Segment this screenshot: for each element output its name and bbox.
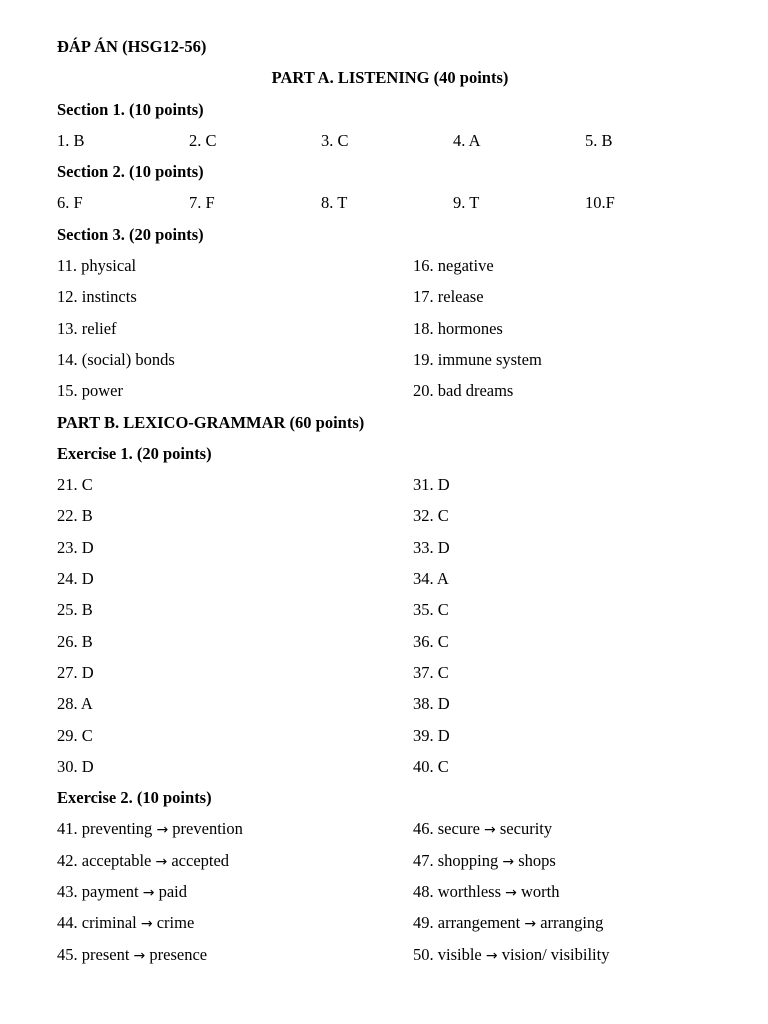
answer-row	[57, 469, 717, 500]
answer-row	[57, 720, 717, 751]
answer-2: 2. C	[189, 130, 217, 150]
answer-7: 7. F	[189, 193, 215, 213]
answer-24: 24. D	[57, 569, 94, 589]
answer-38: 38. D	[413, 694, 450, 714]
answer-17: 17. release	[413, 287, 484, 307]
answer-23: 23. D	[57, 537, 94, 557]
part-b-heading: PART B. LEXICO-GRAMMAR (60 points)	[57, 412, 365, 432]
answer-29: 29. C	[57, 725, 93, 745]
answer-15: 15. power	[57, 381, 123, 401]
answer-key-document	[57, 31, 717, 970]
answer-row	[57, 250, 717, 281]
arrow-right-icon: →	[142, 885, 155, 902]
answer-to: arranging	[540, 913, 604, 933]
answer-44	[57, 907, 413, 938]
exercise-1-answers	[57, 469, 717, 782]
answer-8: 8. T	[321, 193, 348, 213]
answer-to: presence	[149, 944, 208, 964]
arrow-right-icon: →	[156, 822, 169, 839]
answer-to: paid	[158, 882, 187, 902]
answer-31: 31. D	[413, 475, 450, 495]
arrow-right-icon: →	[524, 916, 537, 933]
answer-11: 11. physical	[57, 256, 137, 276]
answer-50	[413, 939, 609, 970]
answer-18: 18. hormones	[413, 318, 503, 338]
answer-number: 42.	[57, 850, 78, 870]
answer-40: 40. C	[413, 756, 449, 776]
answer-from: worthless	[437, 882, 501, 902]
answer-25: 25. B	[57, 600, 93, 620]
answer-39: 39. D	[413, 725, 450, 745]
answer-from: secure	[437, 819, 480, 839]
answer-row	[57, 313, 717, 344]
answer-row	[57, 626, 717, 657]
answer-row	[57, 907, 717, 938]
answer-5: 5. B	[585, 130, 613, 150]
arrow-right-icon: →	[140, 916, 153, 933]
answer-row	[57, 813, 717, 844]
answer-number: 47.	[413, 850, 434, 870]
answer-from: preventing	[81, 819, 153, 839]
answer-to: crime	[156, 913, 195, 933]
answer-row	[57, 375, 717, 406]
answer-number: 41.	[57, 819, 78, 839]
answer-row	[57, 751, 717, 782]
answer-from: visible	[437, 944, 482, 964]
answer-number: 44.	[57, 913, 78, 933]
answer-row	[57, 500, 717, 531]
answer-19: 19. immune system	[413, 349, 542, 369]
answer-47	[413, 845, 556, 876]
answer-from: criminal	[81, 913, 137, 933]
answer-14: 14. (social) bonds	[57, 349, 175, 369]
section-3-heading: Section 3. (20 points)	[57, 224, 204, 244]
arrow-right-icon: →	[485, 947, 498, 964]
answer-number: 45.	[57, 944, 78, 964]
answer-from: shopping	[437, 850, 499, 870]
answer-from: present	[81, 944, 130, 964]
answer-36: 36. C	[413, 631, 449, 651]
answer-row	[57, 688, 717, 719]
answer-42	[57, 845, 413, 876]
answer-row	[57, 594, 717, 625]
answer-45	[57, 939, 413, 970]
exercise-2-heading: Exercise 2. (10 points)	[57, 788, 212, 808]
answer-number: 46.	[413, 819, 434, 839]
answer-row	[57, 344, 717, 375]
answer-20: 20. bad dreams	[413, 381, 514, 401]
answer-37: 37. C	[413, 662, 449, 682]
answer-row	[57, 532, 717, 563]
answer-34: 34. A	[413, 569, 449, 589]
section-2-heading: Section 2. (10 points)	[57, 162, 204, 182]
answer-4: 4. A	[453, 130, 481, 150]
answer-21: 21. C	[57, 475, 93, 495]
answer-from: arrangement	[437, 913, 521, 933]
document-title: ĐÁP ÁN (HSG12-56)	[57, 37, 207, 56]
arrow-right-icon: →	[133, 947, 146, 964]
section-3-answers	[57, 250, 717, 406]
answer-35: 35. C	[413, 600, 449, 620]
answer-27: 27. D	[57, 662, 94, 682]
part-a-heading: PART A. LISTENING (40 points)	[271, 68, 509, 88]
answer-to: vision/ visibility	[501, 944, 610, 964]
answer-row	[57, 657, 717, 688]
answer-9: 9. T	[453, 193, 480, 213]
answer-13: 13. relief	[57, 318, 117, 338]
answer-49	[413, 907, 603, 938]
arrow-right-icon: →	[484, 822, 496, 839]
answer-row	[57, 939, 717, 970]
answer-12: 12. instincts	[57, 287, 137, 307]
answer-48	[413, 876, 559, 907]
answer-row	[57, 876, 717, 907]
arrow-right-icon: →	[505, 885, 517, 902]
answer-from: acceptable	[81, 850, 152, 870]
answer-3: 3. C	[321, 130, 349, 150]
answer-number: 50.	[413, 944, 434, 964]
answer-30: 30. D	[57, 756, 94, 776]
answer-row	[57, 281, 717, 312]
answer-number: 43.	[57, 882, 78, 902]
answer-to: worth	[520, 882, 560, 902]
answer-row	[57, 563, 717, 594]
answer-number: 49.	[413, 913, 434, 933]
answer-6: 6. F	[57, 193, 83, 213]
answer-from: payment	[81, 882, 139, 902]
answer-33: 33. D	[413, 537, 450, 557]
answer-26: 26. B	[57, 631, 93, 651]
answer-number: 48.	[413, 882, 434, 902]
answer-16: 16. negative	[413, 256, 494, 276]
answer-28: 28. A	[57, 694, 93, 714]
section-1-heading: Section 1. (10 points)	[57, 99, 204, 119]
answer-41	[57, 813, 413, 844]
section-1-answers	[57, 125, 717, 156]
answer-1: 1. B	[57, 130, 85, 150]
answer-46	[413, 813, 552, 844]
answer-to: shops	[518, 850, 556, 870]
answer-to: security	[499, 819, 553, 839]
answer-43	[57, 876, 413, 907]
answer-to: accepted	[171, 850, 230, 870]
section-2-answers	[57, 187, 717, 218]
answer-to: prevention	[172, 819, 243, 839]
answer-22: 22. B	[57, 506, 93, 526]
arrow-right-icon: →	[155, 853, 168, 870]
exercise-2-answers	[57, 813, 717, 969]
answer-10: 10.F	[585, 193, 615, 213]
answer-32: 32. C	[413, 506, 449, 526]
answer-row	[57, 845, 717, 876]
arrow-right-icon: →	[502, 853, 515, 870]
exercise-1-heading: Exercise 1. (20 points)	[57, 443, 212, 463]
